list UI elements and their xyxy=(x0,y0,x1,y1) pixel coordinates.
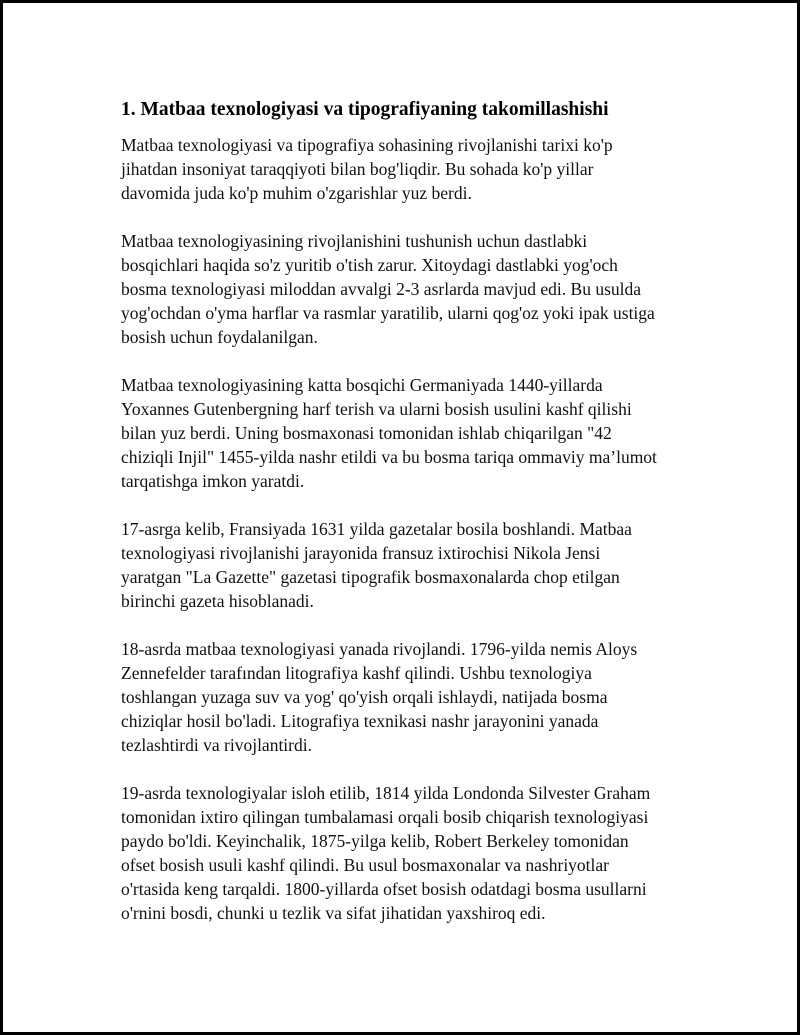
text-line: ofset bosish usuli kashf qilindi. Bu usul bosmaxonalar va nashriyotlar xyxy=(121,855,610,875)
text-line: bosma texnologiyasi miloddan avvalgi 2-3 asrlarda mavjud edi. Bu usulda xyxy=(121,279,642,299)
text-line: toshlangan yuzaga suv va yog' qo'yish orqali ishlaydi, natijada bosma xyxy=(121,687,608,707)
text-line: 18-asrda matbaa texnologiyasi yanada rivojlandi. 1796-yilda nemis Aloys xyxy=(121,639,638,659)
text-line: 17-asrga kelib, Fransiyada 1631 yilda gazetalar bosila boshlandi. Matbaa xyxy=(121,519,632,539)
text-line: bosish uchun foydalanilgan. xyxy=(121,327,318,347)
text-line: bosqichlari haqida so'z yuritib o'tish zarur. Xitoydagi dastlabki yog'och xyxy=(121,255,618,275)
text-line: texnologiyasi rivojlanishi jarayonida fransuz ixtirochisi Nikola Jensi xyxy=(121,543,601,563)
paragraph-1 xyxy=(121,133,701,205)
text-line: jihatdan insoniyat taraqqiyoti bilan bog'liqdir. Bu sohada ko'p yillar xyxy=(121,159,594,179)
paragraph-4 xyxy=(121,517,701,613)
text-line: tomonidan ixtiro qilingan tumbalamasi orqali bosib chiqarish texnologiyasi xyxy=(121,807,649,827)
text-line: tarqatishga imkon yaratdi. xyxy=(121,471,305,491)
text-line: paydo bo'ldi. Keyinchalik, 1875-yilga kelib, Robert Berkeley tomonidan xyxy=(121,831,629,851)
text-line: chiziqlar hosil bo'ladi. Litografiya texnikasi nashr jarayonini yanada xyxy=(121,711,599,731)
text-line: yog'ochdan o'yma harflar va rasmlar yaratilib, ularni qog'oz yoki ipak ustiga xyxy=(121,303,655,323)
section-heading: 1. Matbaa texnologiyasi va tipografiyaning takomillashishi xyxy=(121,99,609,120)
text-line: Matbaa texnologiyasining katta bosqichi Germaniyada 1440-yillarda xyxy=(121,375,603,395)
text-line: Matbaa texnologiyasi va tipografiya sohasining rivojlanishi tarixi ko'p xyxy=(121,135,613,155)
text-line: Matbaa texnologiyasining rivojlanishini tushunish uchun dastlabki xyxy=(121,231,588,251)
paragraph-6 xyxy=(121,781,701,925)
text-line: yaratgan "La Gazette" gazetasi tipografik bosmaxonalarda chop etilgan xyxy=(121,567,620,587)
text-line: 19-asrda texnologiyalar isloh etilib, 1814 yilda Londonda Silvester Graham xyxy=(121,783,651,803)
text-line: birinchi gazeta hisoblanadi. xyxy=(121,591,314,611)
text-line: o'rtasida keng tarqaldi. 1800-yillarda ofset bosish odatdagi bosma usullarni xyxy=(121,879,647,899)
text-line: o'rnini bosdi, chunki u tezlik va sifat jihatidan yaxshiroq edi. xyxy=(121,903,546,923)
text-line: Zennefelder tarafından litografiya kashf qilindi. Ushbu texnologiya xyxy=(121,663,592,683)
text-line: bilan yuz berdi. Uning bosmaxonasi tomonidan ishlab chiqarilgan "42 xyxy=(121,423,612,443)
text-line: Yoxannes Gutenbergning harf terish va ularni bosish usulini kashf qilishi xyxy=(121,399,632,419)
paragraph-3 xyxy=(121,373,701,493)
paragraph-5 xyxy=(121,637,701,757)
document-body xyxy=(121,97,701,949)
paragraph-2 xyxy=(121,229,701,349)
text-line: chiziqli Injil" 1455-yilda nashr etildi va bu bosma tariqa ommaviy ma’lumot xyxy=(121,447,657,467)
text-line: davomida juda ko'p muhim o'zgarishlar yuz berdi. xyxy=(121,183,472,203)
text-line: tezlashtirdi va rivojlantirdi. xyxy=(121,735,312,755)
